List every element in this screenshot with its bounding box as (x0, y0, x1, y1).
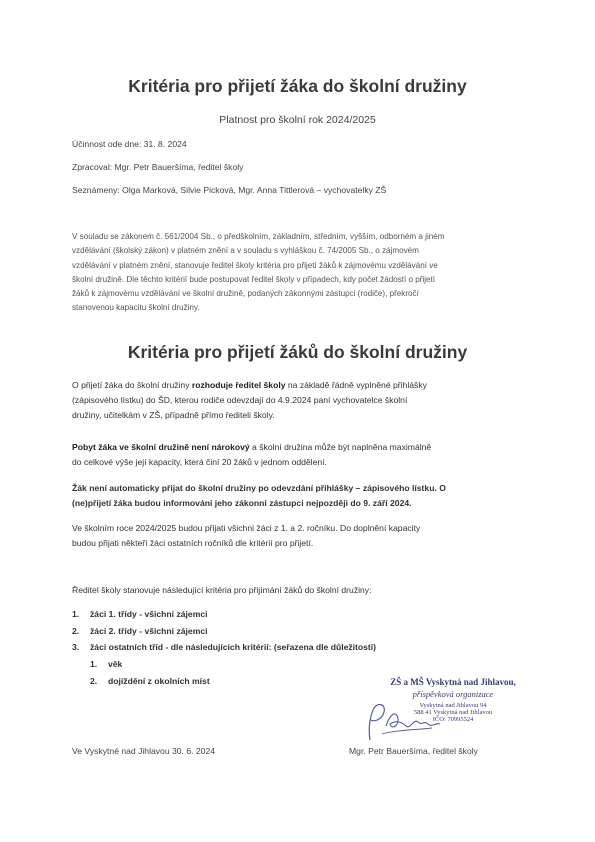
handwritten-signature (362, 700, 442, 746)
place-and-date: Ve Vyskytné nad Jihlavou 30. 6. 2024 (72, 746, 216, 756)
paragraph-admission-years (72, 521, 530, 551)
paragraph-line: Žák není automaticky přijat do školní družiny po odevzdání přihlášky – zápisového lístku. O (72, 483, 446, 493)
prepared-by: Zpracoval: Mgr. Petr Baueršíma, ředitel školy (72, 162, 244, 172)
acquainted-staff: Seznámeny: Olga Marková, Silvie Picková, Mgr. Anna Tittlerová – vychovatelky ZŠ (72, 185, 387, 195)
intro-line: stanovenou kapacitu školní družiny. (72, 303, 200, 313)
intro-line: školní družině. Dle těchto kritérií bude postupovat ředitel školy v případech, kdy počet žádostí o přijetí (72, 274, 436, 284)
paragraph-application (72, 378, 530, 424)
criteria-heading: Ředitel školy stanovuje následující kritéria pro přijímání žáků do školní družiny: (72, 585, 372, 595)
intro-line: V souladu se zákonem č. 561/2004 Sb., o předškolním, základním, středním, vyšším, odborném a jiném (72, 232, 445, 241)
paragraph-line: družiny, učitelkám v ZŠ, případně přímo řediteli školy. (72, 410, 275, 421)
intro-line: vzdělávání (školský zákon) v platném znění a v souladu s vyhláškou č. 74/2005 Sb., o zájmovém (72, 246, 419, 256)
paragraph-line: do celkové výše její kapacity, která činí 20 žáků v jednom oddělení. (72, 457, 327, 468)
signatory: Mgr. Petr Baueršíma, ředitel školy (349, 746, 478, 756)
stamp-school-name: ZŠ a MŠ Vyskytná nad Jihlavou, (390, 677, 516, 687)
subcriteria-item: 2. dojíždění z okolních míst (90, 676, 210, 686)
paragraph-line: budou přijati někteří žáci ostatních ročníků dle kritérií pro přijetí. (72, 538, 314, 549)
criteria-item: 1. žáci 1. třídy - všichni zájemci (72, 609, 208, 619)
stamp-ico: IČO: 70995524 (432, 716, 474, 723)
paragraph-notification (72, 481, 530, 511)
document-subtitle: Platnost pro školní rok 2024/2025 (219, 114, 376, 126)
document-title: Kritéria pro přijetí žáka do školní družiny (128, 76, 467, 96)
stamp-address: Vyskytná nad Jihlavou 94 (419, 702, 487, 709)
paragraph-line: (zápisového lístku) do ŠD, kterou rodiče odevzdají do 4.9.2024 paní vychovatelce školní (72, 395, 408, 406)
criteria-item: 3. žáci ostatních tříd - dle následujících kritérií: (seřazena dle důležitosti) (72, 642, 377, 652)
intro-paragraph (72, 230, 532, 316)
section-title: Kritéria pro přijetí žáků do školní družiny (127, 342, 468, 362)
paragraph-capacity (72, 440, 530, 470)
stamp-postcode: 588 41 Vyskytná nad Jihlavou (413, 709, 493, 716)
paragraph-line: Pobyt žáka ve školní družině není nárokový a školní družina může být naplněna maximálně (72, 442, 432, 452)
intro-line: vzdělávání v platném znění, stanovuje ředitel školy kritéria pro přijetí žáků k zájmovému vzdělávání ve (72, 260, 438, 270)
subcriteria-item: 1. věk (90, 659, 123, 669)
intro-line: žáků k zájmovému vzdělávání ve školní družině, podaných zákonnými zástupci (rodiče), překročí (72, 289, 419, 299)
paragraph-line: Ve školním roce 2024/2025 budou přijati všichni žáci z 1. a 2. ročníku. Do doplnění kapacity (72, 523, 421, 533)
stamp-organization-type: příspěvková organizace (412, 689, 494, 699)
effective-date: Účinnost ode dne: 31. 8. 2024 (72, 139, 187, 149)
criteria-item: 2. žáci 2. třídy - všichni zájemci (72, 626, 208, 636)
paragraph-line: O přijetí žáka do školní družiny rozhoduje ředitel školy na základě řádně vyplněné přihlášky (72, 380, 427, 390)
paragraph-line: (ne)přijetí žáka budou informováni jeho zákonní zástupci nejpozději do 9. září 2024. (72, 498, 412, 509)
